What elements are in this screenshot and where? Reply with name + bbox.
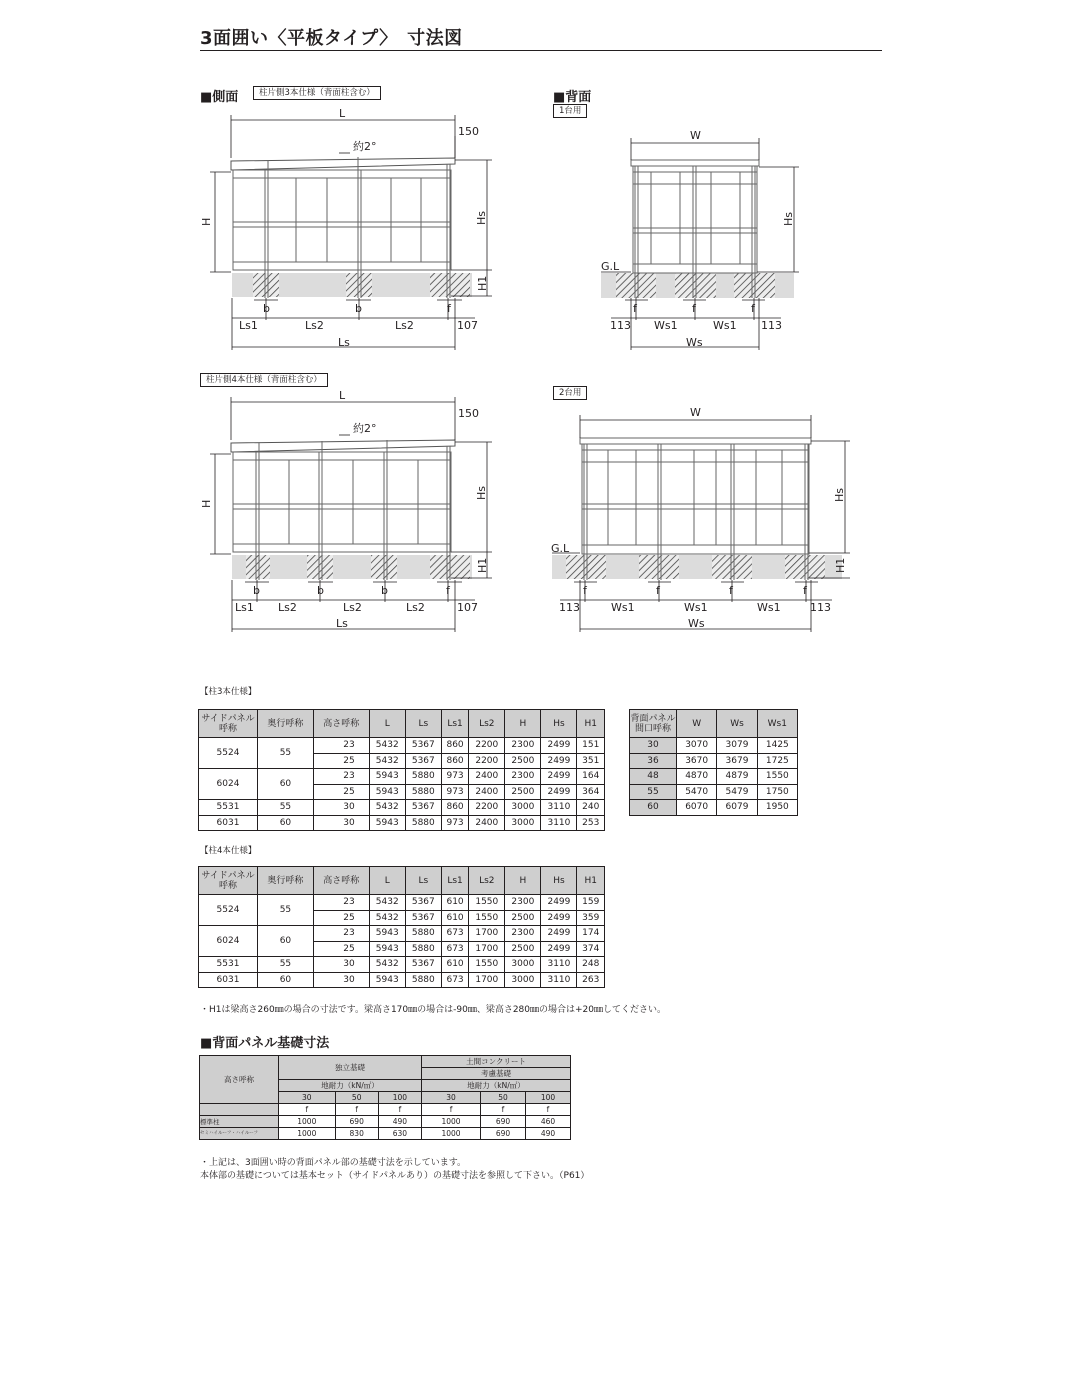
table-cell: 673: [441, 941, 468, 957]
footing: [346, 273, 372, 297]
ground-line-label: G.L: [601, 260, 620, 273]
table-cell: 5880: [405, 784, 441, 800]
dim-H: H: [200, 499, 213, 508]
table-cell: 159: [577, 895, 605, 911]
table-cell: 5432: [369, 753, 405, 769]
table-cell: 3110: [541, 957, 577, 973]
load-value: 50: [335, 1092, 378, 1104]
foundation-heading: ■背面パネル基礎寸法: [200, 1036, 330, 1051]
column-header: Ls1: [441, 867, 468, 895]
dim-H1: H1: [476, 275, 489, 291]
column-header: Ws: [717, 710, 757, 738]
table-cell: 2499: [541, 769, 577, 785]
dim-Ws: Ws: [688, 617, 705, 630]
ground-line-label: G.L: [551, 542, 570, 555]
table-cell: 2500: [505, 910, 541, 926]
table-cell: 55: [258, 895, 314, 926]
table-cell: 25: [313, 910, 369, 926]
column-header: 背面パネル間口呼称: [630, 710, 677, 738]
table-cell: 610: [441, 910, 468, 926]
table-cell: 673: [441, 926, 468, 942]
table-cell: 2200: [469, 738, 505, 754]
drawings: [0, 0, 1080, 660]
side-view-4post: [200, 389, 492, 632]
h1-note: ・H1は梁高さ260㎜の場合の寸法です。梁高さ170㎜の場合は-90㎜、梁高さ280㎜の場合は+20㎜してください。: [200, 1005, 667, 1015]
table-cell: 2500: [505, 941, 541, 957]
load-value: 50: [481, 1092, 526, 1104]
dim-Ls2: Ls2: [305, 319, 324, 332]
table-cell: 5432: [369, 738, 405, 754]
table-cell: 36: [630, 753, 677, 769]
table-cell: 4879: [717, 769, 757, 785]
table-cell: 30: [313, 815, 369, 831]
back-panel-table: [629, 709, 798, 816]
dim-angle: 約2°: [353, 140, 377, 153]
table-cell: 60: [258, 769, 314, 800]
table-cell: 6031: [199, 815, 258, 831]
table-cell: 973: [441, 784, 468, 800]
table-cell: 1700: [469, 941, 505, 957]
table-row: [630, 738, 798, 754]
column-header: Ls2: [469, 710, 505, 738]
dim-Ls1: Ls1: [239, 319, 258, 332]
table-row: [199, 957, 605, 973]
dim-H: H: [200, 217, 213, 226]
table-cell: 25: [313, 941, 369, 957]
table-cell: 5367: [405, 957, 441, 973]
table-cell: 30: [313, 957, 369, 973]
table-cell: 55: [258, 800, 314, 816]
table-cell: 5943: [369, 941, 405, 957]
table-cell: 2500: [505, 753, 541, 769]
table-cell: 60: [258, 815, 314, 831]
table-cell: 2200: [469, 753, 505, 769]
table-cell: 673: [441, 972, 468, 988]
table-cell: 60: [258, 972, 314, 988]
table-cell: 3000: [505, 815, 541, 831]
table-row: 標準柱 1000 690 490 1000 690 460: [200, 1116, 571, 1128]
unit-cell: f: [525, 1104, 570, 1116]
table-cell: 5432: [369, 800, 405, 816]
column-header: H: [505, 710, 541, 738]
table-cell: 2300: [505, 738, 541, 754]
table-cell: 5524: [199, 895, 258, 926]
column-header: Ls2: [469, 867, 505, 895]
table-cell: 374: [577, 941, 605, 957]
dim-113: 113: [810, 601, 831, 614]
dim-Ws: Ws: [686, 336, 703, 349]
tag-1car: 1台用: [553, 104, 587, 118]
table-cell: 1700: [469, 926, 505, 942]
table-cell: 3000: [505, 957, 541, 973]
dim-Ls: Ls: [336, 617, 348, 630]
table-cell: 1425: [757, 738, 797, 754]
dim-W: W: [690, 406, 701, 419]
table-cell: 3079: [717, 738, 757, 754]
dim-Ws1: Ws1: [611, 601, 635, 614]
table-cell: 5531: [199, 957, 258, 973]
table-cell: 5432: [369, 910, 405, 926]
table-cell: 6031: [199, 972, 258, 988]
dim-Ls2: Ls2: [278, 601, 297, 614]
table-cell: 23: [313, 769, 369, 785]
column-header: L: [369, 710, 405, 738]
dim-W: W: [690, 129, 701, 142]
dim-Hs: Hs: [475, 485, 488, 500]
table-row: [630, 769, 798, 785]
table-cell: 2499: [541, 895, 577, 911]
dim-Ls: Ls: [338, 336, 350, 349]
table-cell: 5943: [369, 926, 405, 942]
table-cell: 860: [441, 800, 468, 816]
table3-caption: 【柱3本仕様】: [200, 687, 257, 697]
table-row: [630, 800, 798, 816]
page-title: 3面囲い〈平板タイプ〉 寸法図: [200, 28, 463, 49]
table-cell: 2300: [505, 895, 541, 911]
table-cell: 3070: [677, 738, 717, 754]
table-cell: 5367: [405, 738, 441, 754]
table-cell: 5943: [369, 815, 405, 831]
dim-150: 150: [458, 407, 479, 420]
table4-caption: 【柱4本仕様】: [200, 846, 257, 856]
table-cell: 248: [577, 957, 605, 973]
table-cell: 2500: [505, 784, 541, 800]
column-header: Hs: [541, 710, 577, 738]
dim-H1: H1: [476, 557, 489, 573]
dim-L: L: [339, 389, 346, 402]
dim-f: f: [729, 584, 733, 597]
table-cell: 263: [577, 972, 605, 988]
foundation-note-1: ・上記は、3面囲い時の背面パネル部の基礎寸法を示しています。: [200, 1158, 467, 1168]
table-cell: 23: [313, 895, 369, 911]
dim-b: b: [381, 584, 388, 597]
dim-angle: 約2°: [353, 422, 377, 435]
unit-cell: f: [335, 1104, 378, 1116]
tag-3post: 柱片側3本仕様（背面柱含む）: [253, 86, 381, 100]
unit-cell: f: [378, 1104, 421, 1116]
table-cell: 55: [630, 784, 677, 800]
column-header: 奥行呼称: [258, 710, 314, 738]
table-row: [199, 926, 605, 942]
table-cell: 3000: [505, 800, 541, 816]
side-heading: ■側面: [200, 90, 239, 105]
table-cell: 3670: [677, 753, 717, 769]
dim-113: 113: [610, 319, 631, 332]
table-row: [630, 753, 798, 769]
table-cell: 5880: [405, 926, 441, 942]
dim-f: f: [803, 584, 807, 597]
table-cell: 5432: [369, 895, 405, 911]
dim-f: f: [751, 302, 755, 315]
table-cell: 1725: [757, 753, 797, 769]
row-label: セミハイルーフ・ハイルーフ: [200, 1128, 279, 1140]
column-header: L: [369, 867, 405, 895]
table-cell: 2300: [505, 926, 541, 942]
dim-f: f: [447, 302, 451, 315]
footing: [712, 555, 752, 579]
table-cell: 5531: [199, 800, 258, 816]
table-cell: 1550: [757, 769, 797, 785]
dim-Ls2: Ls2: [343, 601, 362, 614]
table-cell: 174: [577, 926, 605, 942]
table-cell: 151: [577, 738, 605, 754]
unit-cell: f: [279, 1104, 336, 1116]
table-cell: 2200: [469, 800, 505, 816]
column-header: 高さ呼称: [313, 867, 369, 895]
table-cell: 5880: [405, 815, 441, 831]
table-cell: 3110: [541, 972, 577, 988]
table-cell: 1750: [757, 784, 797, 800]
table-cell: 860: [441, 738, 468, 754]
table-cell: 351: [577, 753, 605, 769]
table-cell: 5880: [405, 972, 441, 988]
table-cell: 1550: [469, 895, 505, 911]
dim-Ls2: Ls2: [406, 601, 425, 614]
table-cell: 5524: [199, 738, 258, 769]
footing: [616, 273, 656, 298]
back-view-1car: [601, 129, 799, 350]
load-value: 30: [422, 1092, 481, 1104]
back-heading: ■背面: [553, 90, 592, 105]
row-label: 標準柱: [200, 1116, 279, 1128]
table-cell: 5367: [405, 910, 441, 926]
table-cell: 4870: [677, 769, 717, 785]
dim-113: 113: [559, 601, 580, 614]
table-cell: 6079: [717, 800, 757, 816]
table-cell: 30: [630, 738, 677, 754]
table-cell: 6024: [199, 926, 258, 957]
table-row: [630, 784, 798, 800]
table-cell: 30: [313, 800, 369, 816]
foundation-table: [199, 1055, 571, 1140]
table-cell: 6070: [677, 800, 717, 816]
table-cell: 2499: [541, 941, 577, 957]
column-header: サイドパネル呼称: [199, 710, 258, 738]
foundation-note-2: 本体部の基礎については基本セット（サイドパネルあり）の基礎寸法を参照して下さい。（P61）: [200, 1171, 590, 1181]
table-cell: 3000: [505, 972, 541, 988]
dim-f: f: [633, 302, 637, 315]
height-label: 高さ呼称: [200, 1056, 279, 1104]
dim-Hs: Hs: [833, 487, 846, 502]
footing: [246, 555, 270, 579]
table-cell: 240: [577, 800, 605, 816]
table-row: [199, 769, 605, 785]
side-view-3post: [200, 107, 492, 350]
table-cell: 3110: [541, 815, 577, 831]
table-cell: 610: [441, 957, 468, 973]
table-cell: 1550: [469, 910, 505, 926]
dim-f: f: [446, 584, 450, 597]
table-cell: 973: [441, 769, 468, 785]
table-row: [199, 738, 605, 754]
table-cell: 5943: [369, 972, 405, 988]
footing: [253, 273, 279, 297]
footing: [639, 555, 679, 579]
table-cell: 610: [441, 895, 468, 911]
dim-H1: H1: [834, 557, 847, 573]
dim-b: b: [253, 584, 260, 597]
table-row: [199, 895, 605, 911]
table-cell: 55: [258, 738, 314, 769]
column-header: Ls: [405, 710, 441, 738]
column-header: 高さ呼称: [313, 710, 369, 738]
table-cell: 2400: [469, 769, 505, 785]
table-cell: 253: [577, 815, 605, 831]
table-cell: 30: [313, 972, 369, 988]
table-cell: 60: [258, 926, 314, 957]
load-value: 30: [279, 1092, 336, 1104]
table-cell: 3679: [717, 753, 757, 769]
column-header: H: [505, 867, 541, 895]
dim-b: b: [317, 584, 324, 597]
dim-f: f: [583, 584, 587, 597]
dim-f: f: [656, 584, 660, 597]
column-header: Ls1: [441, 710, 468, 738]
column-header: H1: [577, 867, 605, 895]
table-cell: 1550: [469, 957, 505, 973]
dim-113: 113: [761, 319, 782, 332]
dim-150: 150: [458, 125, 479, 138]
group-independent: 独立基礎: [279, 1056, 422, 1080]
table-cell: 2499: [541, 926, 577, 942]
bearing-label: 地耐力（kN/㎡）: [279, 1080, 422, 1092]
table-cell: 5943: [369, 784, 405, 800]
table-cell: 5479: [717, 784, 757, 800]
spec-table-4post: [198, 866, 605, 988]
dim-b: b: [355, 302, 362, 315]
table-cell: 2499: [541, 738, 577, 754]
table-cell: 2499: [541, 784, 577, 800]
column-header: H1: [577, 710, 605, 738]
table-cell: 3110: [541, 800, 577, 816]
table-cell: 973: [441, 815, 468, 831]
dim-L: L: [339, 107, 346, 120]
dim-Hs: Hs: [782, 211, 795, 226]
table-cell: 2400: [469, 784, 505, 800]
table-cell: 5470: [677, 784, 717, 800]
dim-Hs: Hs: [475, 210, 488, 225]
dim-Ws1: Ws1: [654, 319, 678, 332]
table-cell: 25: [313, 753, 369, 769]
table-cell: 5880: [405, 941, 441, 957]
table-cell: 5943: [369, 769, 405, 785]
load-value: 100: [525, 1092, 570, 1104]
tag-2car: 2台用: [553, 386, 587, 400]
dim-107: 107: [457, 601, 478, 614]
unit-cell: f: [422, 1104, 481, 1116]
footing: [307, 555, 333, 579]
table-cell: 5432: [369, 957, 405, 973]
tag-4post: 柱片側4本仕様（背面柱含む）: [200, 373, 328, 387]
footing: [566, 555, 606, 579]
table-row: [199, 815, 605, 831]
table-cell: 23: [313, 738, 369, 754]
table-cell: 5367: [405, 753, 441, 769]
table-cell: 164: [577, 769, 605, 785]
dim-f: f: [692, 302, 696, 315]
table-cell: 359: [577, 910, 605, 926]
table-cell: 48: [630, 769, 677, 785]
column-header: W: [677, 710, 717, 738]
bearing-label: 地耐力（kN/㎡）: [422, 1080, 571, 1092]
dim-Ls2: Ls2: [395, 319, 414, 332]
table-row: [199, 800, 605, 816]
dim-107: 107: [457, 319, 478, 332]
dim-b: b: [263, 302, 270, 315]
table-cell: 2400: [469, 815, 505, 831]
table-cell: 23: [313, 926, 369, 942]
table-cell: 25: [313, 784, 369, 800]
table-cell: 55: [258, 957, 314, 973]
column-header: Ws1: [757, 710, 797, 738]
table-cell: 860: [441, 753, 468, 769]
table-cell: 2499: [541, 753, 577, 769]
spec-table-3post: [198, 709, 605, 831]
dim-Ws1: Ws1: [684, 601, 708, 614]
load-value: 100: [378, 1092, 421, 1104]
table-cell: 5367: [405, 895, 441, 911]
back-view-2car: [551, 406, 850, 632]
table-cell: 1700: [469, 972, 505, 988]
table-cell: 5880: [405, 769, 441, 785]
dim-Ws1: Ws1: [757, 601, 781, 614]
unit-cell: f: [481, 1104, 526, 1116]
table-cell: 5367: [405, 800, 441, 816]
column-header: サイドパネル呼称: [199, 867, 258, 895]
table-row: セミハイルーフ・ハイルーフ 1000 830 630 1000 690 490: [200, 1128, 571, 1140]
group-slab-line2: 考慮基礎: [422, 1068, 571, 1080]
table-cell: 1950: [757, 800, 797, 816]
dim-Ws1: Ws1: [713, 319, 737, 332]
column-header: 奥行呼称: [258, 867, 314, 895]
dim-Ls1: Ls1: [235, 601, 254, 614]
table-row: [199, 972, 605, 988]
table-cell: 2499: [541, 910, 577, 926]
table-cell: 2300: [505, 769, 541, 785]
column-header: Hs: [541, 867, 577, 895]
column-header: Ls: [405, 867, 441, 895]
table-cell: 364: [577, 784, 605, 800]
group-slab-line1: 土間コンクリート: [422, 1056, 571, 1068]
table-cell: 6024: [199, 769, 258, 800]
table-cell: 60: [630, 800, 677, 816]
